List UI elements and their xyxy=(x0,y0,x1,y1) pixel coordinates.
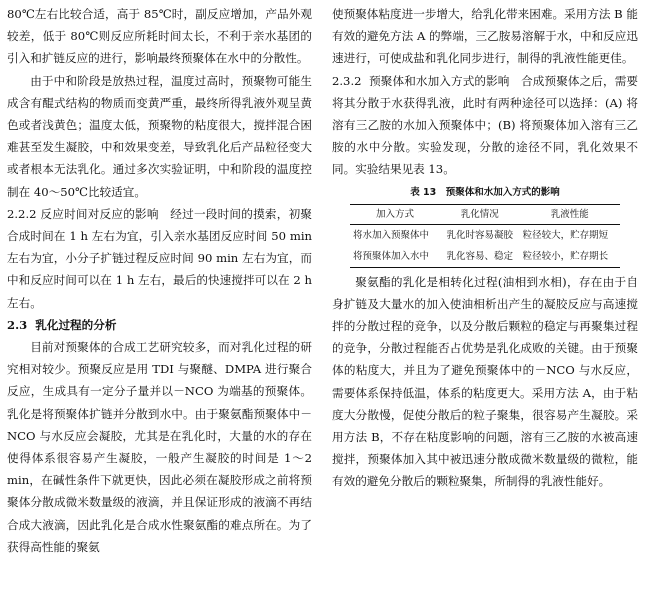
table-cell: 粒径较大，贮存期短 xyxy=(522,229,609,241)
table-13 xyxy=(332,185,638,268)
table-cell: 将水加入预聚体中 xyxy=(353,229,430,241)
section-2-3-2 xyxy=(332,70,638,181)
section-2-3-heading xyxy=(7,314,312,336)
table-row xyxy=(350,224,620,246)
section-2-3-2-text: 合成预聚体之后，需要将其分散于水获得乳液，此时有两种途径可以选择：(A) 将溶有三乙胺的水加入预聚体中；(B) 将预聚体加入溶有三乙胺的水中分散。实验发现，分散的途径不同，乳化效果不同。实验结果见表 13。 xyxy=(332,73,638,177)
section-2-2-2-heading xyxy=(7,207,159,221)
paragraph-neutralization: 由于中和阶段是放热过程，温度过高时，预聚物可能生成含有醌式结构的物质而变黄严重，最终所得乳液外观呈黄色或者浅黄色；温度太低，预聚物的粘度很大，搅拌混合困难甚至发生凝胶，中和效果变差，导致乳化后产品粒径变大或者根本无法乳化。通过多次实验证明，中和阶段的温度控制在 40～50℃比较适宜。 xyxy=(7,73,312,199)
table-header-emulsification: 乳化情况 xyxy=(440,204,520,224)
table-row xyxy=(350,246,620,268)
paragraph-phase-inversion: 聚氨酯的乳化是相转化过程(油相到水相)，存在由于自身扩链及大量水的加入使油相析出产生的凝胶反应与高速搅拌的分散过程的竞争，以及分散后颗粒的稳定与再聚集过程的竞争，分散过程能否占优势是乳化成败的关键。由于预聚体的粘度大，并且为了避免预聚体中的－NCO 与水反应，需要体系保持低温，体系的粘度更大。采用方法 A，由于粘度大分散慢，促使分散后的粒子聚集，很容易产生凝胶。采用方法 B，不存在粘度影响的问题，溶有三乙胺的水被高速搅拌，预聚体加入其中被迅速分散成微米数量级的微粒，能有效的避免分散后的颗粒聚集，所制得的乳液性能好。 xyxy=(332,274,638,489)
section-2-3-title: 乳化过程的分析 xyxy=(35,317,117,332)
table-cell: 乳化容易、稳定 xyxy=(440,246,520,268)
section-2-2-2 xyxy=(7,203,312,314)
section-2-3-2-title: 预聚体和水加入方式的影响 xyxy=(369,73,510,88)
section-2-2-2-title: 反应时间对反应的影响 xyxy=(40,206,159,221)
table-cell: 粒径较小，贮存期长 xyxy=(520,246,620,268)
section-2-3-2-number: 2.3.2 xyxy=(332,73,362,88)
table-header-row xyxy=(350,204,620,224)
paragraph-emulsification-intro: 目前对预聚体的合成工艺研究较多，而对乳化过程的研究相对较少。预聚反应是用 TDI 与聚醚、DMPA 进行聚合反应，生成具有一定分子量并以－NCO 为端基的预聚体。乳化是将预聚体扩链并分散到水中。由于聚氨酯预聚体中－NCO 与水反应会凝胶，尤其是在乳化时，大量的水的存在使得体系很容易产生凝胶，一般产生凝胶的时间是 1～2 min，在碱性条件下就更快，因此必须在凝胶形成之前将预聚体分散成微米数量级的液滴，并且保证形成的液滴不再结合成大液滴，因此乳化是合成水性聚氨酯的难点所在。为了获得高性能的聚氨 xyxy=(7,340,312,554)
table-13-grid xyxy=(350,204,620,268)
section-2-3-number: 2.3 xyxy=(7,317,28,332)
right-column xyxy=(332,3,638,493)
table-cell: 乳化时容易凝胶 xyxy=(446,229,514,241)
table-cell: 将预聚体加入水中 xyxy=(350,246,440,268)
left-column xyxy=(7,3,312,558)
paragraph-method-b: 使预聚体粘度进一步增大，给乳化带来困难。采用方法 B 能有效的避免方法 A 的弊端，三乙胺易溶解于水，中和反应迅速进行，可使成盐和乳化同步进行，制得的乳液性能更佳。 xyxy=(332,7,638,66)
section-2-3-2-heading xyxy=(332,74,510,88)
section-2-2-2-text: 经过一段时间的摸索，初聚合成时间在 1 h 左右为宜，引入亲水基团反应时间 50 min 左右为宜，小分子扩链过程反应时间 90 min 左右为宜，而中和反应时间可以在 1 h 左右，最后的快速搅拌可以在 2 h 左右。 xyxy=(7,206,312,310)
paragraph-temperature-control: 80℃左右比较合适，高于 85℃时，副反应增加，产品外观较差，低于 80℃则反应所耗时间太长，不利于亲水基团的引入和扩链反应的进行，影响最终预聚体在水中的分散性。 xyxy=(7,7,312,66)
table-header-emulsion-properties: 乳液性能 xyxy=(520,204,620,224)
table-13-caption: 表 13 预聚体和水加入方式的影响 xyxy=(410,186,560,198)
table-header-method: 加入方式 xyxy=(350,204,440,224)
section-2-2-2-number: 2.2.2 xyxy=(7,206,37,221)
